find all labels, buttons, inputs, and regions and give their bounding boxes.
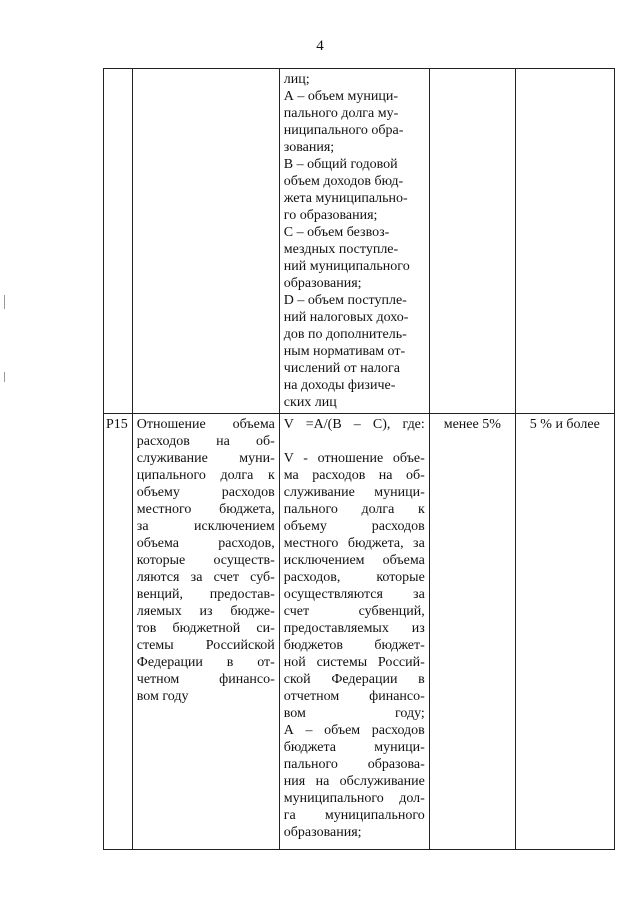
text-line: Отношение объема [136, 417, 275, 432]
text-line: пального долга му- [283, 106, 399, 121]
text-line: вом году [136, 689, 189, 704]
text-line: образования; [283, 276, 362, 291]
text-line: Федерации в от- [136, 655, 275, 670]
text-line: ным нормативам от- [283, 344, 406, 359]
threshold-low: менее 5% [443, 417, 501, 432]
code-cell [104, 414, 133, 850]
threshold-high: 5 % и более [529, 417, 600, 432]
text-line: жета муниципально- [283, 191, 408, 206]
scan-mark [4, 372, 5, 382]
text-line: объем доходов бюд- [283, 174, 404, 189]
text-line: вом году; [283, 706, 425, 721]
text-line: на доходы физиче- [283, 378, 396, 393]
text-line: числений от налога [283, 361, 400, 376]
table-row [104, 414, 615, 850]
text-line: ской Федерации в [283, 672, 425, 687]
text-line: объему расходов [283, 519, 425, 534]
threshold-high-cell [515, 414, 614, 850]
page-number: 4 [316, 38, 324, 54]
text-line: С – объем безвоз- [283, 225, 390, 240]
text-line: V - отношение объе- [283, 451, 425, 466]
text-line: пального долга к [283, 502, 425, 517]
text-line: ний налоговых дохо- [283, 310, 409, 325]
text-line: предоставляемых из [283, 621, 425, 636]
text-line: местного бюджета, [136, 502, 275, 517]
text-line: объема расходов, [136, 536, 275, 551]
formula-cell [279, 414, 429, 850]
text-line: расходов, которые [283, 570, 425, 585]
text-line: венций, предостав- [136, 587, 275, 602]
indicator-cell [132, 69, 279, 414]
text-line: расходов на об- [136, 434, 275, 449]
text-line: ниципального обра- [283, 123, 404, 138]
text-line: ма расходов на об- [283, 468, 425, 483]
text-line: ния на обслуживание [283, 774, 425, 789]
text-line: зования; [283, 140, 335, 155]
text-line: служивание муни- [136, 451, 275, 466]
text-line: муниципального дол- [283, 791, 425, 806]
threshold-low-cell [429, 414, 515, 850]
text-line: А – объем расходов [283, 723, 425, 738]
indicator-code: Р15 [106, 417, 128, 432]
text-line: стемы Российской [136, 638, 275, 653]
text-line: V =A/(B – C), где: [283, 417, 425, 432]
threshold-low-cell [429, 69, 515, 414]
text-line [284, 433, 425, 450]
text-line: га муниципального [283, 808, 425, 823]
text-line: бюджетов бюджет- [283, 638, 425, 653]
text-line: которые осуществ- [136, 553, 275, 568]
text-line: лиц; [283, 72, 310, 87]
text-line: четном финансо- [136, 672, 275, 687]
text-line: дов по дополнитель- [283, 327, 407, 342]
text-line: D – объем поступле- [283, 293, 407, 308]
table-row [104, 69, 615, 414]
text-line: осуществляются за [283, 587, 425, 602]
text-line: мездных поступле- [283, 242, 399, 257]
formula-cell [279, 69, 429, 414]
text-line: ляются за счет суб- [136, 570, 275, 585]
text-line: ских лиц [283, 395, 337, 410]
threshold-high-cell [515, 69, 614, 414]
text-line: го образования; [283, 208, 378, 223]
text-line: местного бюджета, за [283, 536, 425, 551]
text-line: В – общий годовой [283, 157, 398, 172]
text-line: ляемых из бюдже- [136, 604, 275, 619]
text-line: ципального долга к [136, 468, 275, 483]
text-line: исключением объема [283, 553, 425, 568]
text-line: ной системы Россий- [283, 655, 425, 670]
text-line: служивание муници- [283, 485, 425, 500]
code-cell [104, 69, 133, 414]
text-line: образования; [283, 825, 362, 840]
text-line: бюджета муници- [283, 740, 425, 755]
text-line: ний муниципального [283, 259, 410, 274]
text-line: пального образова- [283, 757, 425, 772]
text-line: за исключением [136, 519, 275, 534]
text-line: объему расходов [136, 485, 275, 500]
indicator-table [103, 68, 615, 850]
text-line: отчетном финансо- [283, 689, 425, 704]
indicator-cell [132, 414, 279, 850]
text-line: счет субвенций, [283, 604, 425, 619]
text-line: тов бюджетной си- [136, 621, 275, 636]
text-line: А – объем муници- [283, 89, 398, 104]
scan-mark [4, 295, 5, 309]
